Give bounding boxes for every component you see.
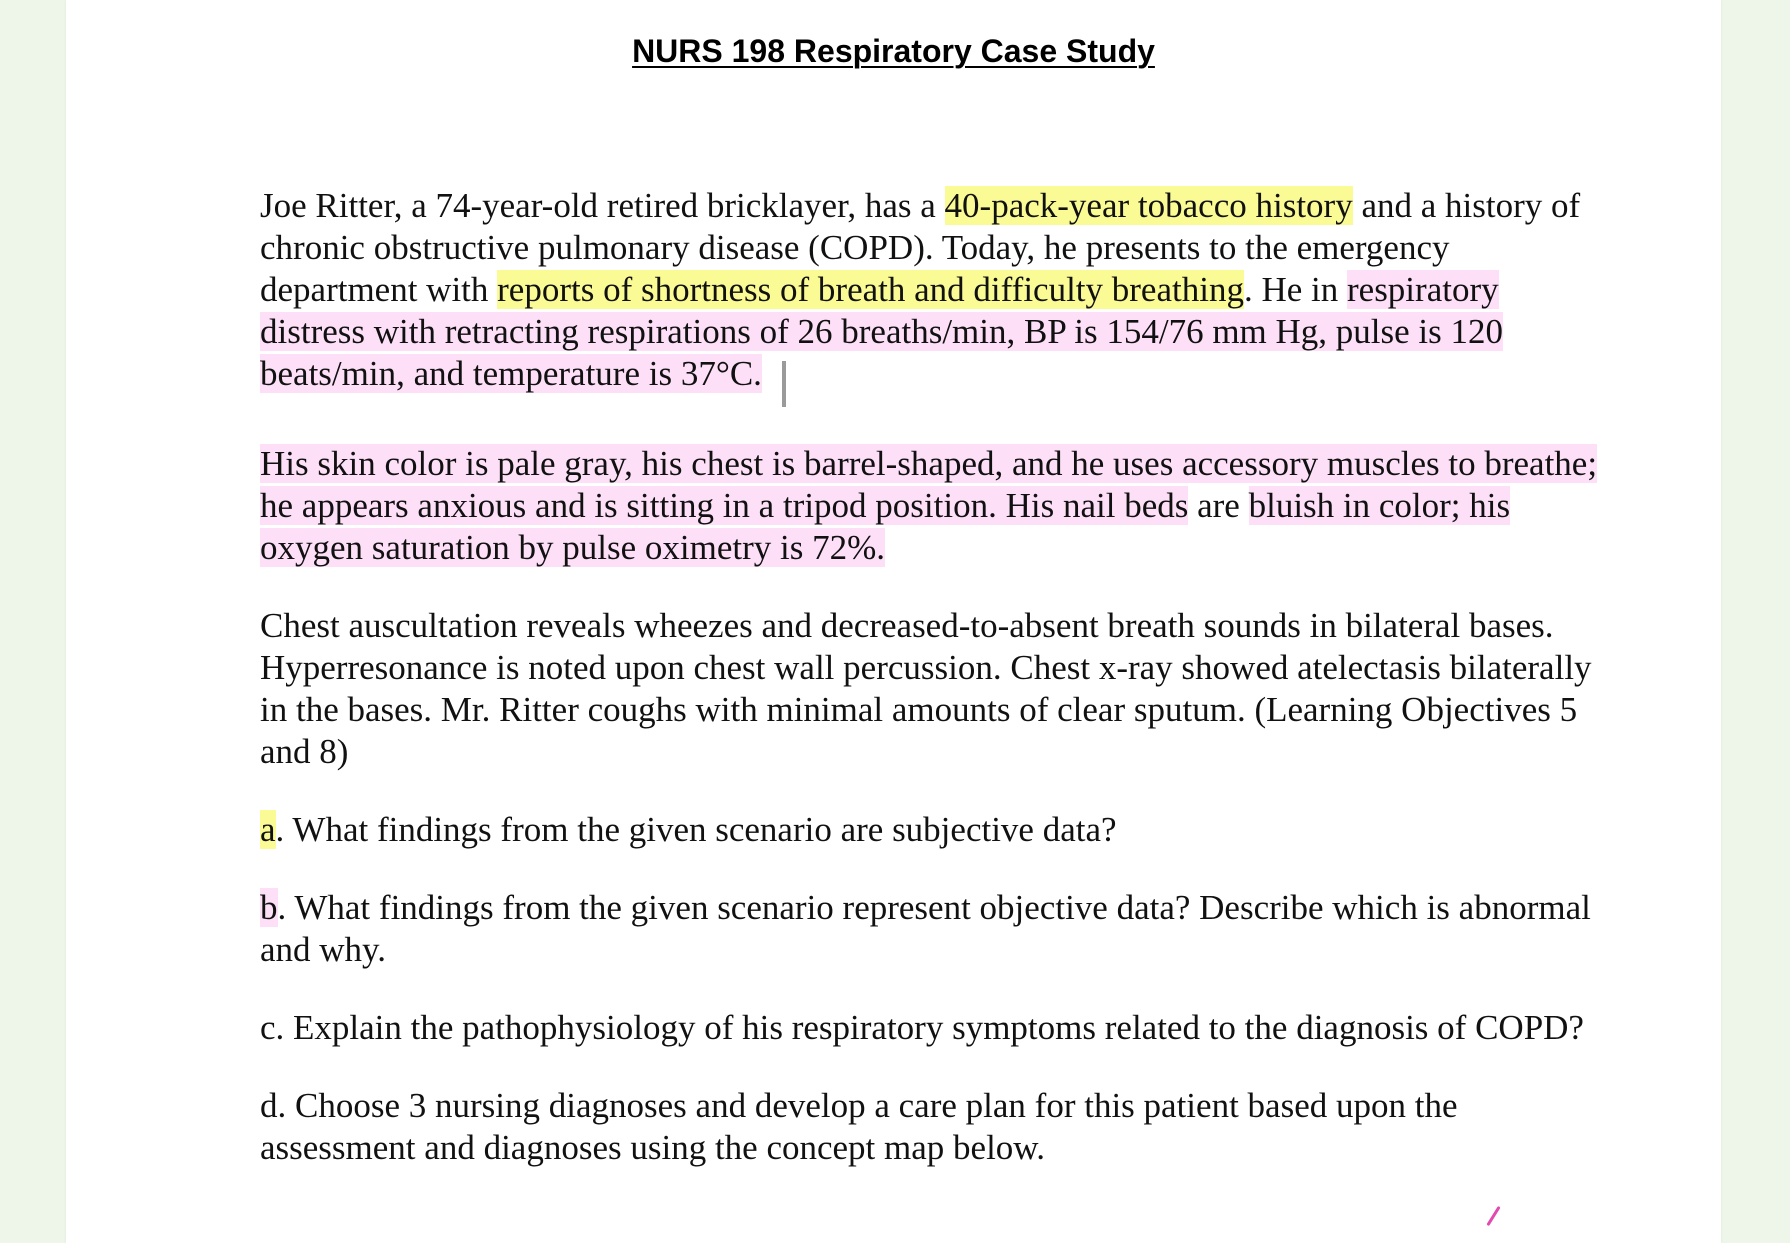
- document-body: [260, 185, 1605, 1205]
- question-text: . What findings from the given scenario are subjective data?: [275, 810, 1117, 849]
- highlight-pink[interactable]: bluish in color; his oxygen saturation by pulse oximetry is 72%.: [260, 486, 1511, 567]
- question-c: c. Explain the pathophysiology of his respiratory symptoms related to the diagnosis of COPD?: [260, 1008, 1584, 1047]
- question-b: [260, 887, 1605, 971]
- highlight-yellow[interactable]: reports of shortness of breath and difficulty breathing: [497, 270, 1244, 309]
- text-run: are: [1188, 486, 1249, 525]
- text-run: and a history of chronic obstructive pulmonary disease (COPD). Today, he presents to the emergency department with: [260, 186, 1581, 309]
- pen-stroke-icon: [1486, 1206, 1500, 1226]
- highlight-pink[interactable]: b: [260, 888, 278, 927]
- question-d: d. Choose 3 nursing diagnoses and develop a care plan for this patient based upon the assessment and diagnoses using the concept map below.: [260, 1086, 1458, 1167]
- highlight-yellow[interactable]: 40-pack-year tobacco history: [944, 186, 1353, 225]
- text-cursor: [782, 361, 786, 407]
- case-paragraph-3: Chest auscultation reveals wheezes and decreased-to-absent breath sounds in bilateral bases. Hyperresonance is noted upon chest wall percussion. Chest x-ray showed atelectasis bilaterally in the bases. Mr. Ritter coughs with minimal amounts of clear sputum. (Learning Objectives 5 and 8): [260, 606, 1592, 771]
- text-run: . He in: [1243, 270, 1347, 309]
- case-paragraph-2: [260, 443, 1605, 569]
- document-title: NURS 198 Respiratory Case Study: [632, 33, 1155, 69]
- case-paragraph-1: [260, 185, 1605, 407]
- highlight-pink[interactable]: respiratory distress with retracting respirations of 26 breaths/min, BP is 154/76 mm Hg, pulse is 120 beats/min, and temperature is 37°C.: [260, 270, 1504, 393]
- question-a: [260, 809, 1605, 851]
- highlight-yellow[interactable]: a: [260, 810, 276, 849]
- document-page: [66, 0, 1721, 1243]
- question-text: . What findings from the given scenario represent objective data? Describe which is abnormal and why.: [260, 888, 1591, 969]
- text-run: Joe Ritter, a 74-year-old retired bricklayer, has a: [260, 186, 945, 225]
- highlight-pink[interactable]: His skin color is pale gray, his chest is barrel-shaped, and he uses accessory muscles to breathe; he appears anxious and is sitting in a tripod position. His nail beds: [260, 444, 1598, 525]
